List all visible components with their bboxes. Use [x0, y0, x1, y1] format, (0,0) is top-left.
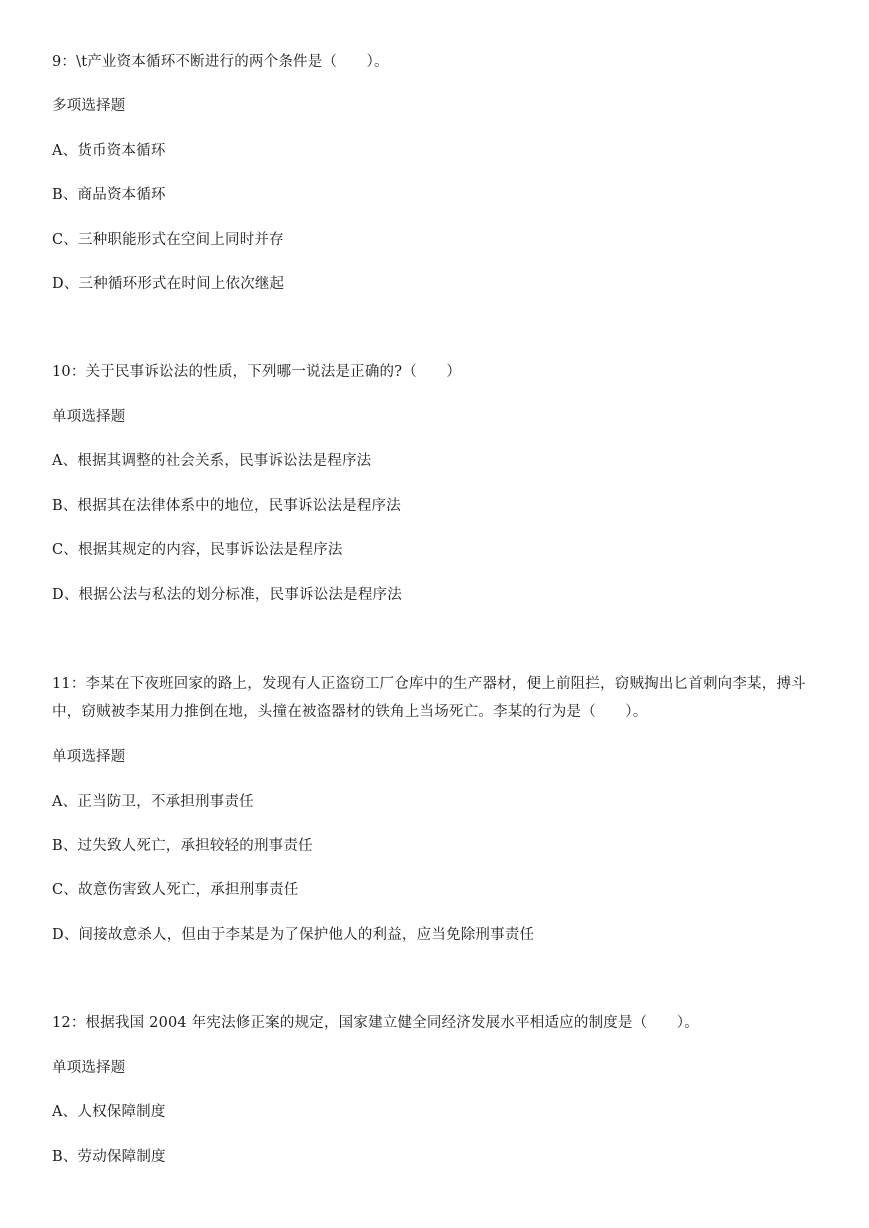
question-10-option-b: B、根据其在法律体系中的地位，民事诉讼法是程序法	[52, 498, 401, 514]
question-12-option-a: A、人权保障制度	[52, 1104, 166, 1120]
question-9-option-d: D、三种循环形式在时间上依次继起	[52, 276, 285, 292]
question-10-stem: 10：关于民事诉讼法的性质，下列哪一说法是正确的?（ ）	[52, 364, 462, 380]
question-11-option-b: B、过失致人死亡，承担较轻的刑事责任	[52, 838, 313, 854]
question-12-type: 单项选择题	[52, 1060, 126, 1076]
question-9-option-a: A、货币资本循环	[52, 143, 166, 159]
question-10-option-a: A、根据其调整的社会关系，民事诉讼法是程序法	[52, 453, 372, 469]
question-11-option-a: A、正当防卫，不承担刑事责任	[52, 794, 254, 810]
question-10-option-c: C、根据其规定的内容，民事诉讼法是程序法	[52, 542, 343, 558]
question-10-type: 单项选择题	[52, 409, 126, 425]
question-10-option-d: D、根据公法与私法的划分标准，民事诉讼法是程序法	[52, 587, 402, 603]
question-9-option-b: B、商品资本循环	[52, 187, 166, 203]
question-11-option-c: C、故意伤害致人死亡，承担刑事责任	[52, 882, 299, 898]
question-12-option-b: B、劳动保障制度	[52, 1149, 166, 1165]
question-9-stem: 9：\t产业资本循环不断进行的两个条件是（ ）。	[52, 54, 389, 70]
question-11-stem: 11：李某在下夜班回家的路上，发现有人正盗窃工厂仓库中的生产器材，便上前阻拦，窃贼掏出匕首刺向李某，搏斗中，窃贼被李某用力推倒在地，头撞在被盗器材的铁角上当场死亡。李某的行为是（ ）。	[52, 676, 806, 720]
question-9-option-c: C、三种职能形式在空间上同时并存	[52, 232, 284, 248]
question-11-option-d: D、间接故意杀人，但由于李某是为了保护他人的利益，应当免除刑事责任	[52, 927, 535, 943]
question-11-type: 单项选择题	[52, 749, 126, 765]
question-12-stem: 12：根据我国 2004 年宪法修正案的规定，国家建立健全同经济发展水平相适应的制度是（ ）。	[52, 1015, 699, 1031]
question-9-type: 多项选择题	[52, 98, 126, 114]
